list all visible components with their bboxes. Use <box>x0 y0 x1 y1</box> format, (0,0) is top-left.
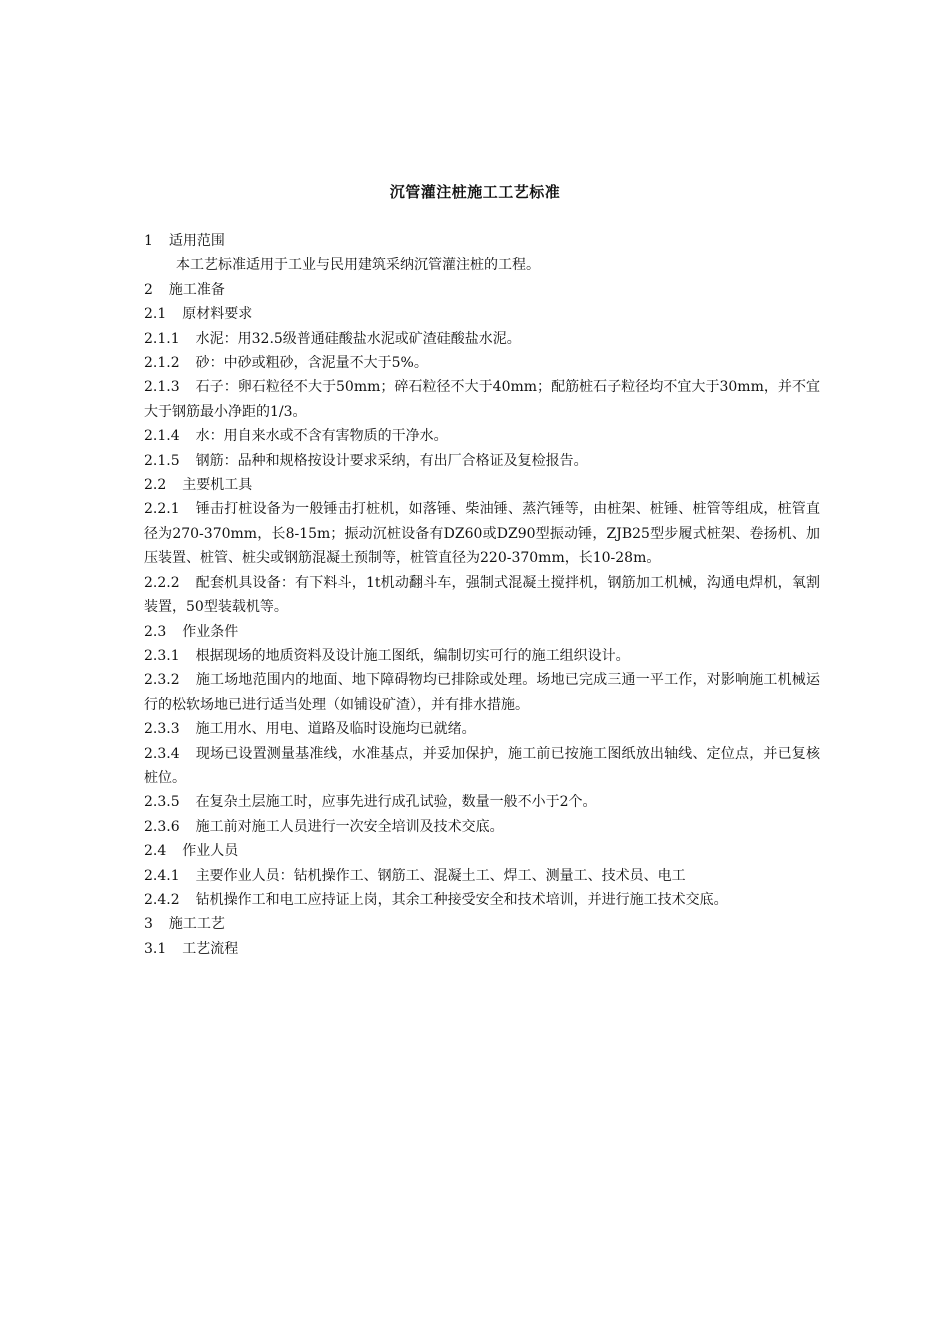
paragraph <box>144 253 820 277</box>
section-text: 适用范围 <box>168 233 225 249</box>
clause-text: 现场已设置测量基准线，水准基点，并妥加保护，施工前已按施工图纸放出轴线、定位点，并已复核桩位。 <box>144 745 820 786</box>
section-heading <box>144 912 820 936</box>
subsection-heading <box>144 937 820 961</box>
clause-text: 钢筋：品种和规格按设计要求采纳，有出厂合格证及复检报告。 <box>195 452 588 469</box>
clause-number: 2.2.2 <box>144 574 180 591</box>
clause <box>144 375 820 424</box>
clause <box>144 351 820 375</box>
clause-text: 主要作业人员：钻机操作工、钢筋工、混凝土工、焊工、测量工、技术员、电工 <box>195 867 686 884</box>
section-text: 施工工艺 <box>168 916 225 933</box>
section-heading <box>144 278 820 302</box>
clause-number: 2.3.2 <box>144 672 180 689</box>
clause-number: 2.3.6 <box>144 818 180 835</box>
section-number: 3.1 <box>144 940 167 957</box>
section-text: 作业人员 <box>182 843 239 860</box>
clause <box>144 327 820 351</box>
clause <box>144 644 820 668</box>
clause-number: 2.1.2 <box>144 355 180 372</box>
clause <box>144 742 820 791</box>
section-heading <box>144 229 820 253</box>
section-text: 原材料要求 <box>182 306 253 323</box>
subsection-heading <box>144 620 820 644</box>
clause <box>144 717 820 741</box>
clause-number: 2.3.3 <box>144 721 180 738</box>
clause <box>144 888 820 912</box>
section-text: 施工准备 <box>168 281 225 298</box>
section-number: 2.3 <box>144 623 167 640</box>
section-text: 工艺流程 <box>182 940 239 957</box>
section-number: 1 <box>144 233 153 249</box>
subsection-heading <box>144 839 820 863</box>
clause-text: 水：用自来水或不含有害物质的干净水。 <box>195 428 448 445</box>
clause <box>144 815 820 839</box>
section-text: 作业条件 <box>182 623 239 640</box>
clause <box>144 790 820 814</box>
clause-text: 石子：卵石粒径不大于50mm；碎石粒径不大于40mm；配筋桩石子粒径均不宜大于30mm，并不宜大于钢筋最小净距的1/3。 <box>144 379 820 420</box>
paragraph-text: 本工艺标准适用于工业与民用建筑采纳沉管灌注桩的工程。 <box>176 257 540 274</box>
clause-number: 2.1.5 <box>144 452 180 469</box>
clause-text: 施工场地范围内的地面、地下障碍物均已排除或处理。场地已完成三通一平工作，对影响施工机械运行的松软场地已进行适当处理（如铺设矿渣），并有排水措施。 <box>144 672 820 713</box>
clause-text: 在复杂土层施工时，应事先进行成孔试验，数量一般不小于2个。 <box>195 794 597 811</box>
document-title: 沉管灌注桩施工工艺标准 <box>389 183 561 201</box>
subsection-heading <box>144 473 820 497</box>
clause-number: 2.3.1 <box>144 647 180 664</box>
clause <box>144 497 820 570</box>
section-number: 2.1 <box>144 306 167 323</box>
clause-number: 2.4.1 <box>144 867 180 884</box>
clause <box>144 668 820 717</box>
clause-number: 2.1.4 <box>144 428 180 445</box>
section-text: 主要机工具 <box>182 477 253 494</box>
clause-number: 2.4.2 <box>144 891 180 908</box>
clause-text: 钻机操作工和电工应持证上岗，其余工种接受安全和技术培训，并进行施工技术交底。 <box>195 891 728 908</box>
clause <box>144 571 820 620</box>
clause-text: 水泥：用32.5级普通硅酸盐水泥或矿渣硅酸盐水泥。 <box>195 330 521 347</box>
section-number: 3 <box>144 916 153 933</box>
section-number: 2.4 <box>144 843 167 860</box>
clause-text: 根据现场的地质资料及设计施工图纸，编制切实可行的施工组织设计。 <box>195 647 630 664</box>
clause-text: 砂：中砂或粗砂，含泥量不大于5%。 <box>195 355 428 372</box>
clause-number: 2.2.1 <box>144 501 180 518</box>
clause <box>144 864 820 888</box>
clause-text: 锤击打桩设备为一般锤击打桩机，如落锤、柴油锤、蒸汽锤等，由桩架、桩锤、桩管等组成，桩管直径为270-370mm，长8-15m；振动沉桩设备有DZ60或DZ90型振动锤，ZJB25型步履式桩架、卷扬机、加压装置、桩管、桩尖或钢筋混凝土预制等，桩管直径为220-370mm，长10-28m。 <box>144 501 820 567</box>
subsection-heading <box>144 302 820 326</box>
section-number: 2.2 <box>144 477 167 494</box>
clause-number: 2.1.1 <box>144 330 180 347</box>
clause-number: 2.3.4 <box>144 745 180 762</box>
clause-text: 施工用水、用电、道路及临时设施均已就绪。 <box>195 721 476 738</box>
clause <box>144 424 820 448</box>
clause-number: 2.3.5 <box>144 794 180 811</box>
clause <box>144 449 820 473</box>
document-body <box>144 229 820 961</box>
clause-text: 施工前对施工人员进行一次安全培训及技术交底。 <box>195 818 504 835</box>
clause-number: 2.1.3 <box>144 379 180 396</box>
section-number: 2 <box>144 281 153 298</box>
clause-text: 配套机具设备：有下料斗，1t机动翻斗车，强制式混凝土搅拌机，钢筋加工机械，沟通电焊机，氧割装置，50型装载机等。 <box>144 574 820 616</box>
